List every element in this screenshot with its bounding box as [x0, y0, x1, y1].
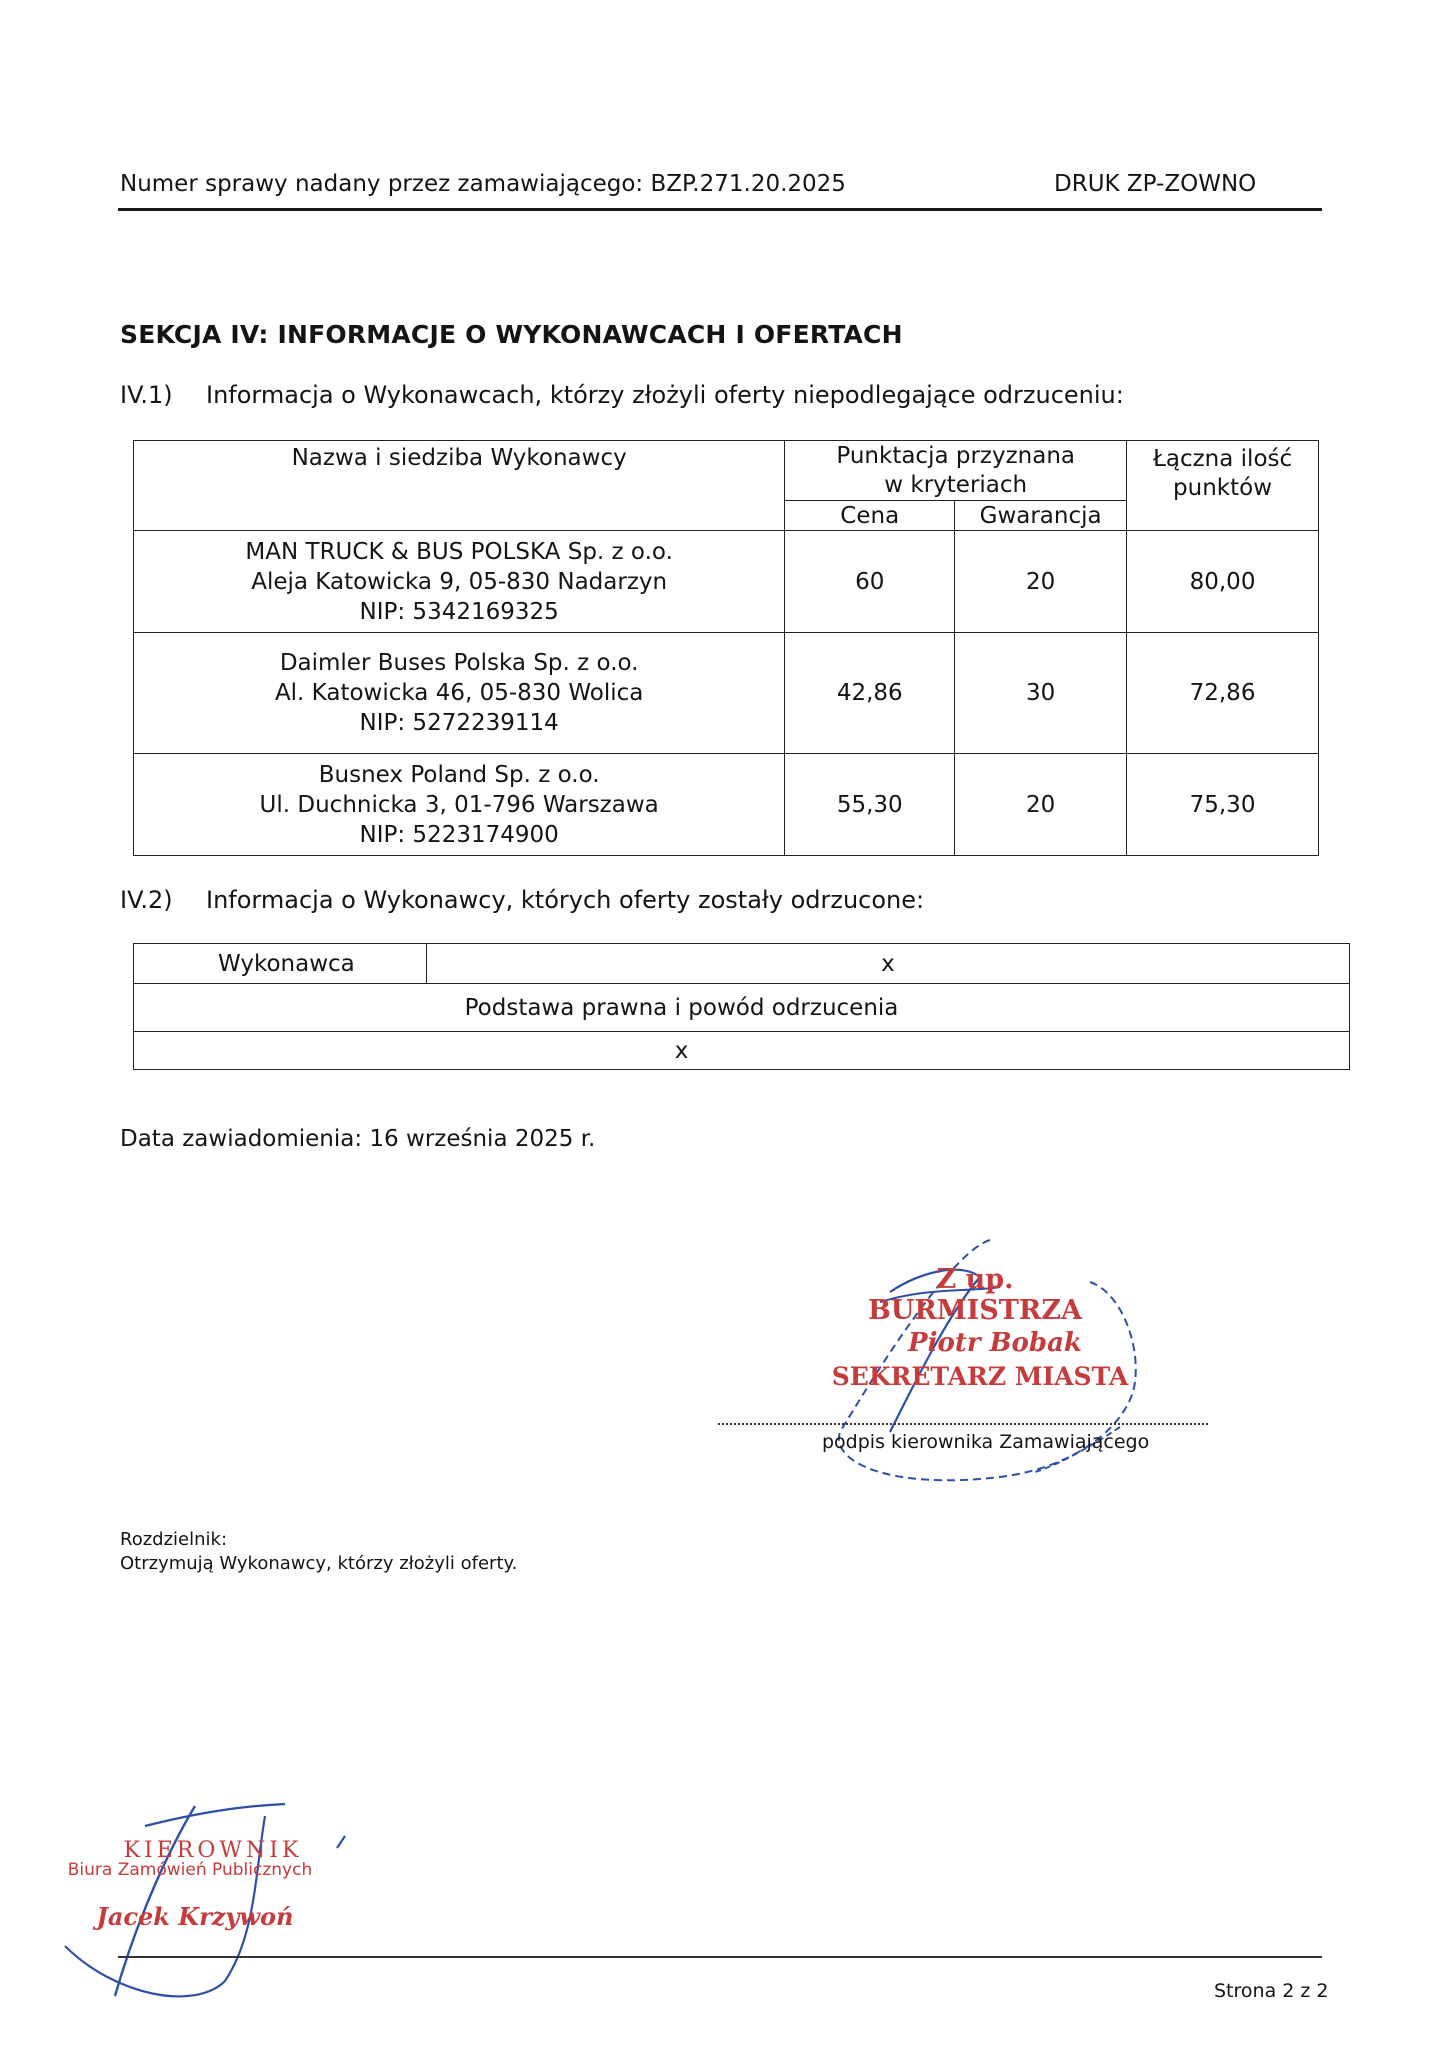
bottom-stamp-line-2: Biura Zamówień Publicznych — [67, 1860, 313, 1880]
subsection-text: Informacja o Wykonawcy, których oferty zostały odrzucone: — [206, 886, 925, 914]
contractor-name: Busnex Poland Sp. z o.o. — [318, 761, 600, 788]
header-divider — [118, 208, 1322, 211]
distribution-title: Rozdzielnik: — [120, 1529, 228, 1550]
contractor-name: MAN TRUCK & BUS POLSKA Sp. z o.o. — [245, 538, 673, 565]
price-points: 55,30 — [785, 754, 955, 856]
total-points: 80,00 — [1127, 531, 1319, 633]
rejected-table — [133, 943, 1350, 1070]
bottom-stamp — [55, 1796, 355, 2006]
offers-table — [133, 440, 1319, 856]
bottom-stamp-line-1: KIEROWNIK — [123, 1838, 303, 1863]
header-points — [785, 441, 1127, 501]
stamp-line-2: Piotr Bobak — [908, 1328, 1082, 1358]
notice-date: Data zawiadomienia: 16 września 2025 r. — [120, 1126, 596, 1152]
stamp-line-1: Z up. BURMISTRZA — [867, 1264, 1082, 1326]
price-points: 42,86 — [785, 633, 955, 754]
header-contractor-name: Nazwa i siedziba Wykonawcy — [134, 441, 785, 531]
form-code: DRUK ZP-ZOWNO — [1054, 171, 1257, 197]
section-title: SEKCJA IV: INFORMACJE O WYKONAWCACH I OFERTACH — [120, 320, 903, 349]
contractor-cell — [134, 531, 785, 633]
contractor-nip: NIP: 5272239114 — [359, 710, 559, 736]
signature-stamp — [830, 1232, 1160, 1492]
contractor-name: Daimler Buses Polska Sp. z o.o. — [279, 650, 639, 676]
warranty-points: 30 — [955, 633, 1127, 754]
header-total-line1: Łączna ilość — [1152, 446, 1293, 472]
distribution — [120, 1528, 517, 1576]
subsection-iv2 — [120, 886, 924, 914]
distribution-text: Otrzymują Wykonawcy, którzy złożyli oferty. — [120, 1553, 518, 1574]
subsection-number: IV.2) — [120, 886, 173, 914]
header-total — [1127, 441, 1319, 531]
warranty-points: 20 — [955, 531, 1127, 633]
case-number: Numer sprawy nadany przez zamawiającego: BZP.271.20.2025 — [120, 171, 846, 197]
table-row — [134, 633, 1319, 754]
subsection-iv1 — [120, 381, 1124, 409]
contractor-value: x — [426, 944, 1349, 984]
contractor-address: Al. Katowicka 46, 05-830 Wolica — [274, 680, 644, 706]
subsection-number: IV.1) — [120, 381, 173, 409]
header-total-line2: punktów — [1173, 475, 1273, 501]
contractor-label: Wykonawca — [134, 944, 427, 984]
price-points: 60 — [785, 531, 955, 633]
contractor-address: Ul. Duchnicka 3, 01-796 Warszawa — [259, 791, 659, 818]
header-points-line1: Punktacja przyznana — [836, 442, 1076, 469]
contractor-nip: NIP: 5342169325 — [359, 598, 559, 625]
total-points: 72,86 — [1127, 633, 1319, 754]
stamp-line-3: SEKRETARZ MIASTA — [831, 1362, 1129, 1391]
subsection-text: Informacja o Wykonawcach, którzy złożyli oferty niepodlegające odrzuceniu: — [206, 381, 1124, 409]
reason-header: Podstawa prawna i powód odrzucenia — [134, 984, 1350, 1032]
header-price: Cena — [785, 501, 955, 531]
total-points: 75,30 — [1127, 754, 1319, 856]
reason-value: x — [134, 1032, 1350, 1070]
table-row — [134, 754, 1319, 856]
contractor-cell — [134, 633, 785, 754]
footer-divider — [118, 1956, 1322, 1958]
page-number: Strona 2 z 2 — [1214, 1980, 1329, 2002]
signature-dotted-line — [718, 1423, 1208, 1425]
signature-label: podpis kierownika Zamawiającego — [822, 1431, 1150, 1453]
header-warranty: Gwarancja — [955, 501, 1127, 531]
contractor-cell — [134, 754, 785, 856]
table-row — [134, 531, 1319, 633]
contractor-address: Aleja Katowicka 9, 05-830 Nadarzyn — [251, 568, 668, 595]
header-points-line2: w kryteriach — [884, 471, 1028, 498]
bottom-stamp-line-3: Jacek Krzywoń — [96, 1902, 294, 1931]
contractor-nip: NIP: 5223174900 — [359, 821, 559, 848]
bottom-signature-scribble-icon — [55, 1796, 355, 2006]
warranty-points: 20 — [955, 754, 1127, 856]
